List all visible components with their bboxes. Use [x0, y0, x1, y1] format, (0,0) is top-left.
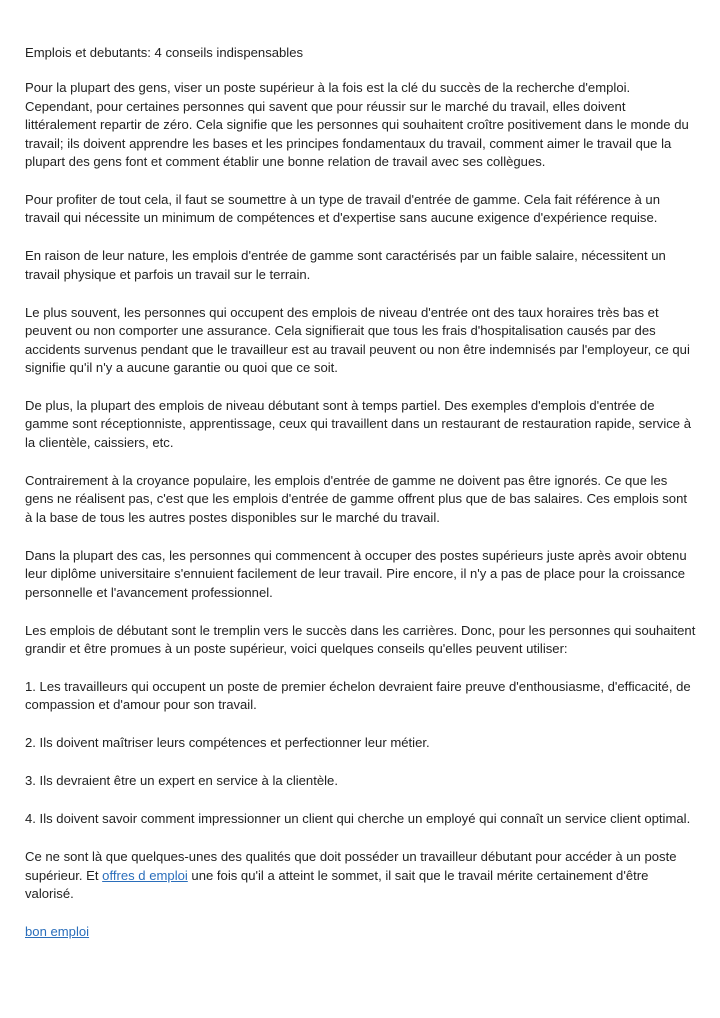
closing-text-after-link: une fois qu'il a atteint le sommet, il sait que le travail mérite certainement d'être valorisé. [25, 867, 649, 902]
document-title: Emplois et debutants: 4 conseils indispensables [25, 45, 304, 60]
paragraph-closing [25, 848, 696, 903]
paragraph-stepping-stone: Les emplois de débutant sont le tremplin vers le succès dans les carrières. Donc, pour les personnes qui souhaitent grandir et être promues à un poste supérieur, voici quelques conseils qu'elles peuvent utiliser: [25, 622, 696, 656]
paragraph-entry-level: Pour profiter de tout cela, il faut se soumettre à un type de travail d'entrée de gamme. Cela fait référence à un travail qui nécessite un minimum de compétences et d'expertise sans aucune exigence d'expérience requise. [25, 192, 660, 226]
footer-link-paragraph [25, 923, 696, 941]
tip-item-3: 3. Ils devraient être un expert en service à la clientèle. [25, 773, 338, 789]
paragraph-nature: En raison de leur nature, les emplois d'entrée de gamme sont caractérisés par un faible salaire, nécessitent un travail physique et parfois un travail sur le terrain. [25, 248, 666, 282]
tip-item-2: 2. Ils doivent maîtriser leurs compétences et perfectionner leur métier. [25, 735, 430, 751]
paragraph-most-cases: Dans la plupart des cas, les personnes qui commencent à occuper des postes supérieurs juste après avoir obtenu leur diplôme universitaire s'ennuient facilement de leur travail. Pire encore, il n'y a pas de place pour la croissance personnelle et l'avancement professionnel. [25, 547, 687, 600]
job-offers-link[interactable]: offres d emploi [102, 867, 188, 883]
tip-item-4: 4. Ils doivent savoir comment impressionner un client qui cherche un employé qui connaît un service client optimal. [25, 811, 691, 827]
paragraph-part-time: De plus, la plupart des emplois de niveau débutant sont à temps partiel. Des exemples d'emplois d'entrée de gamme sont réceptionniste, apprentissage, ceux qui travaillent dans un restaurant de restauration rapide, service à la clientèle, caissiers, etc. [25, 398, 691, 450]
tip-item-1: 1. Les travailleurs qui occupent un poste de premier échelon devraient faire preuve d'enthousiasme, d'efficacité, de compassion et d'amour pour son travail. [25, 678, 691, 713]
paragraph-intro: Pour la plupart des gens, viser un poste supérieur à la fois est la clé du succès de la recherche d'emploi. Cependant, pour certaines personnes qui savent que pour réussir sur le marché du travail, elles doivent littéralement repartir de zéro. Cela signifie que les personnes qui souhaitent croître positivement dans le monde du travail; ils doivent apprendre les bases et les principes fondamentaux du travail, comment aimer le travail que la plupart des gens font et comment établir une bonne relation de travail avec ses collègues. [25, 80, 689, 170]
paragraph-hourly-rates: Le plus souvent, les personnes qui occupent des emplois de niveau d'entrée ont des taux horaires très bas et peuvent ou non comporter une assurance. Cela signifierait que tous les frais d'hospitalisation causés par des accidents survenus pendant que le travailleur est au travail peuvent ou non être indemnisés par l'employeur, ce qui signifie qu'il n'y a aucune garantie ou quoi que ce soit. [25, 304, 690, 376]
closing-text-before-link: Ce ne sont là que quelques-unes des qualités que doit posséder un travailleur débutant pour accéder à un poste supérieur. Et [25, 849, 677, 883]
paragraph-popular-belief: Contrairement à la croyance populaire, les emplois d'entrée de gamme ne doivent pas être ignorés. Ce que les gens ne réalisent pas, c'est que les emplois d'entrée de gamme offrent plus que de bas salaires. Ces emplois sont à la base de tous les autres postes disponibles sur le marché du travail. [25, 472, 688, 525]
good-job-link[interactable]: bon emploi [25, 924, 90, 940]
